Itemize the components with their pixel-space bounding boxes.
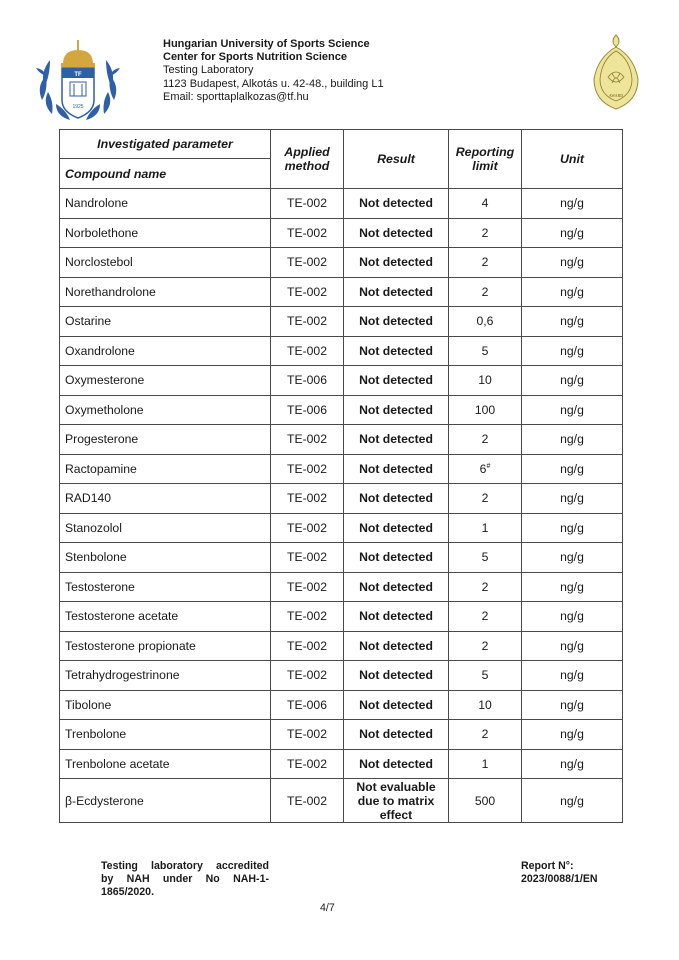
email: Email: sporttaplalkozas@tf.hu <box>163 90 309 103</box>
reporting-limit-cell <box>449 307 522 337</box>
result-cell: Not detected <box>344 277 449 307</box>
col-unit: Unit <box>522 130 623 189</box>
method-cell: TE-006 <box>271 366 344 396</box>
reporting-limit-value: 1 <box>481 520 489 535</box>
unit-cell: ng/g <box>522 336 623 366</box>
university-crest-laurel-icon <box>22 38 134 130</box>
method-cell: TE-006 <box>271 690 344 720</box>
table-row <box>60 779 623 823</box>
reporting-limit-cell <box>449 248 522 278</box>
reporting-limit-cell <box>449 366 522 396</box>
result-cell: Not detected <box>344 661 449 691</box>
compound-name-cell: Trenbolone <box>60 720 271 750</box>
method-cell: TE-002 <box>271 189 344 219</box>
col-result: Result <box>344 130 449 189</box>
table-row <box>60 395 623 425</box>
reporting-limit-cell <box>449 749 522 779</box>
address: 1123 Budapest, Alkotás u. 42-48., building L1 <box>163 77 384 90</box>
reporting-limit-cell <box>449 484 522 514</box>
compound-name-cell: Oxymesterone <box>60 366 271 396</box>
compound-name-cell: Stanozolol <box>60 513 271 543</box>
result-cell: Not detected <box>344 454 449 484</box>
report-number-block <box>521 860 598 886</box>
compound-name-cell: Norclostebol <box>60 248 271 278</box>
unit-cell: ng/g <box>522 425 623 455</box>
unit-cell: ng/g <box>522 366 623 396</box>
table-row <box>60 248 623 278</box>
method-cell: TE-002 <box>271 779 344 823</box>
unit-cell: ng/g <box>522 749 623 779</box>
reporting-limit-cell <box>449 690 522 720</box>
table-row <box>60 543 623 573</box>
compound-name-cell: Stenbolone <box>60 543 271 573</box>
compound-name-cell: Trenbolone acetate <box>60 749 271 779</box>
reporting-limit-cell <box>449 277 522 307</box>
table-row <box>60 454 623 484</box>
method-cell: TE-002 <box>271 484 344 514</box>
reporting-limit-cell <box>449 336 522 366</box>
unit-cell: ng/g <box>522 779 623 823</box>
result-cell: Not detected <box>344 720 449 750</box>
unit-cell: ng/g <box>522 248 623 278</box>
reporting-limit-value: 2 <box>481 579 489 594</box>
col-compound-name: Compound name <box>60 159 271 189</box>
method-cell: TE-002 <box>271 631 344 661</box>
result-cell: Not detected <box>344 543 449 573</box>
compound-name-cell: Ractopamine <box>60 454 271 484</box>
reporting-limit-value: 500 <box>474 793 496 808</box>
unit-cell: ng/g <box>522 513 623 543</box>
method-cell: TE-002 <box>271 513 344 543</box>
method-cell: TE-002 <box>271 543 344 573</box>
report-number: 2023/0088/1/EN <box>521 873 598 885</box>
svg-text:TF: TF <box>74 72 82 78</box>
reporting-limit-value: 0,6 <box>476 314 494 329</box>
method-cell: TE-002 <box>271 749 344 779</box>
result-cell: Not detected <box>344 336 449 366</box>
reporting-limit-cell <box>449 720 522 750</box>
table-row <box>60 572 623 602</box>
method-cell: TE-002 <box>271 248 344 278</box>
result-cell: Not detected <box>344 690 449 720</box>
center-name: Center for Sports Nutrition Science <box>163 51 347 64</box>
unit-cell: ng/g <box>522 307 623 337</box>
table-row <box>60 749 623 779</box>
compound-name-cell: Nandrolone <box>60 189 271 219</box>
unit-cell: ng/g <box>522 484 623 514</box>
compound-name-cell: β-Ecdysterone <box>60 779 271 823</box>
result-cell: Not detected <box>344 189 449 219</box>
reporting-limit-value: 2 <box>481 638 489 653</box>
reporting-limit-value: 5 <box>481 550 489 565</box>
compound-name-cell: Ostarine <box>60 307 271 337</box>
method-cell: TE-002 <box>271 661 344 691</box>
unit-cell: ng/g <box>522 395 623 425</box>
reporting-limit-value: 10 <box>478 697 492 712</box>
lab-name: Testing Laboratory <box>163 64 254 77</box>
reporting-limit-cell <box>449 513 522 543</box>
col-applied-method: Applied method <box>271 130 344 189</box>
compound-name-cell: Norbolethone <box>60 218 271 248</box>
table-row <box>60 484 623 514</box>
table-row <box>60 720 623 750</box>
svg-text:AWARD: AWARD <box>608 93 624 98</box>
quality-award-emblem-icon <box>588 33 644 113</box>
method-cell: TE-002 <box>271 277 344 307</box>
table-row <box>60 513 623 543</box>
reporting-limit-value: 2 <box>481 491 489 506</box>
compound-name-cell: Oxandrolone <box>60 336 271 366</box>
reporting-limit-cell <box>449 425 522 455</box>
compound-name-cell: Tetrahydrogestrinone <box>60 661 271 691</box>
reporting-limit-value: 2 <box>481 284 489 299</box>
unit-cell: ng/g <box>522 189 623 219</box>
result-cell: Not detected <box>344 307 449 337</box>
reporting-limit-value: 6 <box>479 461 487 476</box>
unit-cell: ng/g <box>522 454 623 484</box>
table-row <box>60 602 623 632</box>
result-line: due to matrix <box>357 793 435 808</box>
table-row <box>60 690 623 720</box>
report-label: Report N°: <box>521 860 574 872</box>
reporting-limit-cell <box>449 454 522 484</box>
result-cell: Not detected <box>344 248 449 278</box>
unit-cell: ng/g <box>522 602 623 632</box>
reporting-limit-value: 2 <box>481 225 489 240</box>
unit-cell: ng/g <box>522 661 623 691</box>
result-cell: Not detected <box>344 366 449 396</box>
reporting-limit-value: 2 <box>481 609 489 624</box>
unit-cell: ng/g <box>522 543 623 573</box>
reporting-limit-value: 2 <box>481 255 489 270</box>
result-cell: Not detected <box>344 513 449 543</box>
reporting-limit-cell <box>449 631 522 661</box>
institution-name: Hungarian University of Sports Science <box>163 38 370 50</box>
method-cell: TE-002 <box>271 336 344 366</box>
method-cell: TE-006 <box>271 395 344 425</box>
page-number: 4/7 <box>320 902 335 914</box>
result-line: effect <box>379 807 413 822</box>
result-cell: Not detected <box>344 602 449 632</box>
method-cell: TE-002 <box>271 425 344 455</box>
compound-name-cell: Testosterone <box>60 572 271 602</box>
compound-name-cell: Oxymetholone <box>60 395 271 425</box>
table-row <box>60 307 623 337</box>
svg-text:1925: 1925 <box>72 104 84 110</box>
reporting-limit-cell <box>449 572 522 602</box>
result-cell: Not detected <box>344 749 449 779</box>
method-cell: TE-002 <box>271 572 344 602</box>
reporting-limit-cell <box>449 189 522 219</box>
table-row <box>60 661 623 691</box>
unit-cell: ng/g <box>522 277 623 307</box>
col-investigated-parameter: Investigated parameter <box>60 130 271 159</box>
table-row <box>60 218 623 248</box>
unit-cell: ng/g <box>522 218 623 248</box>
table-row <box>60 277 623 307</box>
reporting-limit-value: 10 <box>478 373 492 388</box>
reporting-limit-value: 5 <box>481 343 489 358</box>
result-cell: Not detected <box>344 425 449 455</box>
compound-name-cell: Tibolone <box>60 690 271 720</box>
compound-name-cell: Testosterone acetate <box>60 602 271 632</box>
reporting-limit-value: 2 <box>481 727 489 742</box>
accreditation-line-2: by NAH under No NAH-1- <box>101 873 269 885</box>
result-line: Not evaluable <box>356 779 436 794</box>
table-row <box>60 366 623 396</box>
method-cell: TE-002 <box>271 454 344 484</box>
compound-name-cell: Norethandrolone <box>60 277 271 307</box>
result-cell <box>344 779 449 823</box>
compound-name-cell: RAD140 <box>60 484 271 514</box>
compound-name-cell: Testosterone propionate <box>60 631 271 661</box>
results-table <box>59 129 623 823</box>
result-cell: Not detected <box>344 631 449 661</box>
table-row <box>60 425 623 455</box>
unit-cell: ng/g <box>522 631 623 661</box>
unit-cell: ng/g <box>522 572 623 602</box>
result-cell: Not detected <box>344 395 449 425</box>
unit-cell: ng/g <box>522 720 623 750</box>
reporting-limit-cell <box>449 395 522 425</box>
table-row <box>60 631 623 661</box>
reporting-limit-value: 100 <box>474 402 496 417</box>
method-cell: TE-002 <box>271 720 344 750</box>
method-cell: TE-002 <box>271 602 344 632</box>
method-cell: TE-002 <box>271 307 344 337</box>
result-cell: Not detected <box>344 484 449 514</box>
footnote-mark: # <box>486 462 491 470</box>
reporting-limit-cell <box>449 218 522 248</box>
institution-header <box>163 38 384 104</box>
reporting-limit-value: 2 <box>481 432 489 447</box>
accreditation-line-3: 1865/2020. <box>101 886 155 898</box>
result-cell: Not detected <box>344 572 449 602</box>
unit-cell: ng/g <box>522 690 623 720</box>
table-row <box>60 189 623 219</box>
compound-name-cell: Progesterone <box>60 425 271 455</box>
accreditation-line-1: Testing laboratory accredited <box>101 860 269 872</box>
reporting-limit-cell <box>449 543 522 573</box>
reporting-limit-cell <box>449 661 522 691</box>
col-reporting-limit: Reporting limit <box>449 130 522 189</box>
result-cell: Not detected <box>344 218 449 248</box>
reporting-limit-value: 4 <box>481 196 489 211</box>
table-row <box>60 336 623 366</box>
reporting-limit-value: 1 <box>481 756 489 771</box>
reporting-limit-value: 5 <box>481 668 489 683</box>
reporting-limit-cell <box>449 779 522 823</box>
reporting-limit-cell <box>449 602 522 632</box>
method-cell: TE-002 <box>271 218 344 248</box>
accreditation-note <box>101 860 269 899</box>
